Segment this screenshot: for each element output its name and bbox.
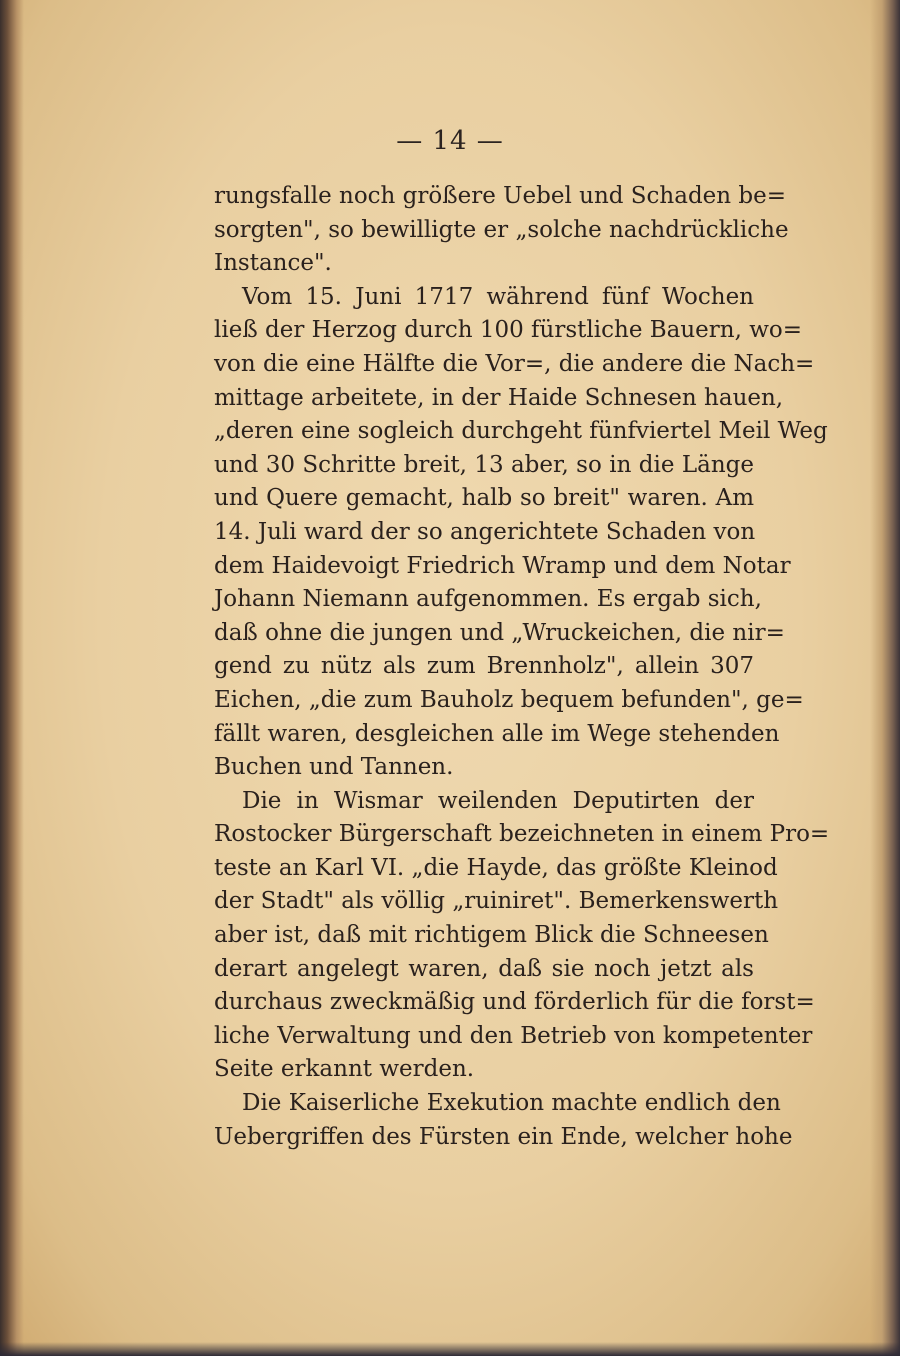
text-line: „deren eine sogleich durchgeht fünfviertel Meil Weg [214, 418, 828, 445]
text-line: Die Kaiserliche Exekution machte endlich den [242, 1090, 781, 1117]
text-line: sorgten", so bewilligte er „solche nachdrückliche [214, 216, 789, 243]
text-line: Uebergriffen des Fürsten ein Ende, welcher hohe [214, 1123, 793, 1150]
text-line: durchaus zweckmäßig und förderlich für die forst= [214, 989, 815, 1016]
text-line: teste an Karl VI. „die Hayde, das größte Kleinod [214, 854, 778, 881]
page-outer-edge [870, 0, 900, 1356]
text-line: ließ der Herzog durch 100 fürstliche Bauern, wo= [214, 317, 803, 344]
text-line: Vom 15. Juni 1717 während fünf Wochen [242, 283, 754, 310]
text-line: von die eine Hälfte die Vor=, die andere die Nach= [214, 350, 815, 377]
body-text [214, 180, 830, 1154]
text-line: gend zu nütz als zum Brennholz", allein 307 [214, 653, 754, 680]
text-line: der Stadt" als völlig „ruiniret". Bemerkenswerth [214, 888, 779, 915]
text-line: Die in Wismar weilenden Deputirten der [242, 787, 754, 814]
text-line: 14. Juli ward der so angerichtete Schaden von [214, 518, 756, 545]
text-line: Johann Niemann aufgenommen. Es ergab sich, [214, 586, 762, 613]
page-number: — 14 — [396, 126, 504, 156]
page-bottom-edge [0, 1342, 900, 1356]
text-line: liche Verwaltung und den Betrieb von kompetenter [214, 1022, 813, 1049]
text-line: Instance". [214, 250, 332, 277]
text-line: fällt waren, desgleichen alle im Wege stehenden [214, 720, 780, 747]
text-line: rungsfalle noch größere Uebel und Schaden be= [214, 183, 787, 209]
text-line: Seite erkannt werden. [214, 1056, 475, 1083]
text-line: dem Haidevoigt Friedrich Wramp und dem Notar [214, 552, 791, 579]
text-line: daß ohne die jungen und „Wruckeichen, die nir= [214, 619, 785, 646]
text-line: und 30 Schritte breit, 13 aber, so in die Länge [214, 451, 754, 478]
text-line: derart angelegt waren, daß sie noch jetzt als [214, 955, 754, 982]
text-line: mittage arbeitete, in der Haide Schnesen hauen, [214, 384, 784, 411]
text-line: und Quere gemacht, halb so breit" waren. Am [214, 485, 754, 512]
text-line: Eichen, „die zum Bauholz bequem befunden", ge= [214, 686, 804, 713]
page-binding-edge [0, 0, 24, 1356]
text-line: Rostocker Bürgerschaft bezeichneten in einem Pro= [214, 821, 830, 848]
text-line: aber ist, daß mit richtigem Blick die Schneesen [214, 922, 769, 949]
text-line: Buchen und Tannen. [214, 754, 454, 781]
